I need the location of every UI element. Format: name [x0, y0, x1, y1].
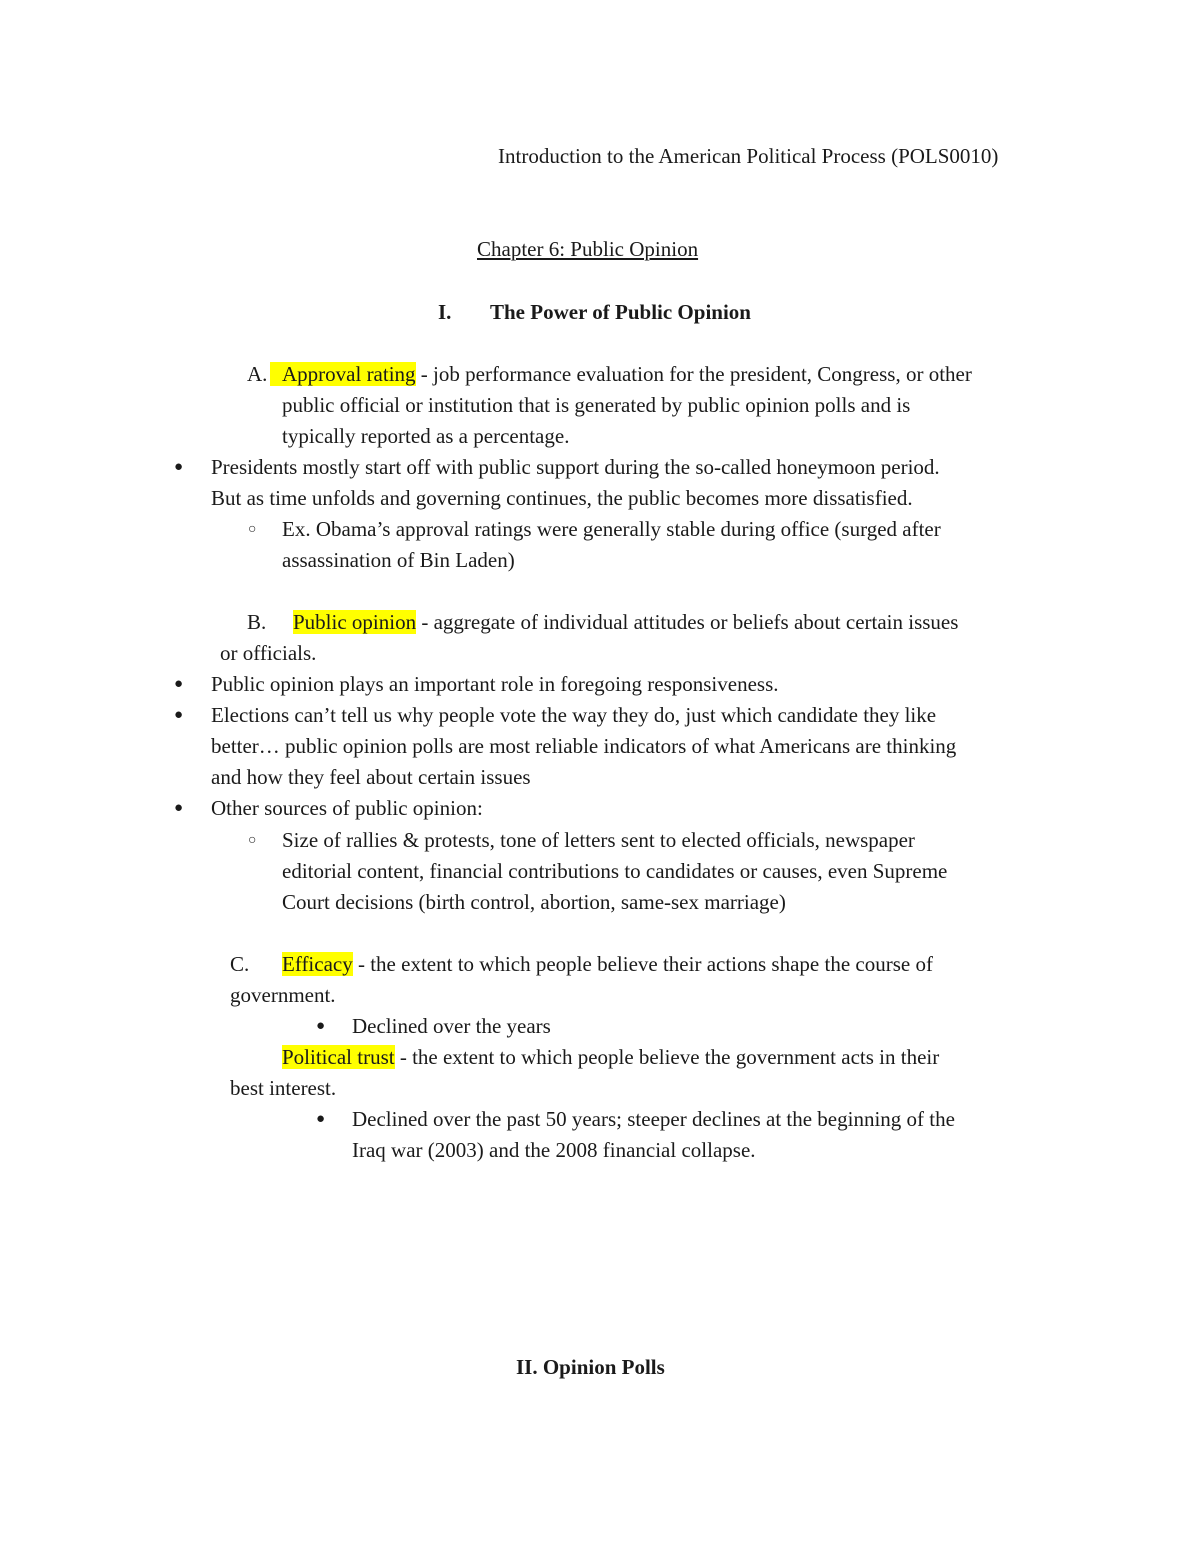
item-a-definition-line-2: public official or institution that is generated by public opinion polls and is: [282, 393, 911, 417]
hollow-bullet-icon: ○: [248, 522, 257, 537]
political-trust-term: Political trust: [282, 1045, 395, 1069]
list-item: Public opinion plays an important role in foregoing responsiveness.: [211, 672, 779, 696]
sub-list-item-continuation: assassination of Bin Laden): [282, 548, 515, 572]
section-heading-opinion-polls: II. Opinion Polls: [516, 1355, 665, 1379]
list-item: Declined over the past 50 years; steeper declines at the beginning of the: [352, 1107, 955, 1131]
item-a-definition-line-3: typically reported as a percentage.: [282, 424, 570, 448]
list-item-continuation: Iraq war (2003) and the 2008 financial collapse.: [352, 1138, 756, 1162]
sub-list-item: Size of rallies & protests, tone of letters sent to elected officials, newspaper: [282, 828, 915, 852]
efficacy-term: Efficacy: [282, 952, 353, 976]
bullet-icon: ●: [316, 1111, 326, 1127]
approval-rating-term: Approval rating: [270, 362, 416, 386]
bullet-icon: ●: [174, 676, 184, 692]
public-opinion-term: Public opinion: [293, 610, 417, 634]
section-heading: The Power of Public Opinion: [490, 300, 751, 324]
public-opinion-definition: - aggregate of individual attitudes or beliefs about certain issues: [416, 610, 959, 634]
list-item-continuation: better… public opinion polls are most reliable indicators of what Americans are thinking: [211, 734, 957, 758]
list-item: Other sources of public opinion:: [211, 796, 483, 820]
list-item: Presidents mostly start off with public support during the so-called honeymoon period.: [211, 455, 940, 479]
bullet-icon: ●: [316, 1018, 326, 1034]
bullet-icon: ●: [174, 800, 184, 816]
efficacy-definition: - the extent to which people believe their actions shape the course of: [352, 952, 933, 976]
political-trust-definition: - the extent to which people believe the government acts in their: [394, 1045, 940, 1069]
item-a-definition-line: [270, 359, 972, 390]
hollow-bullet-icon: ○: [248, 833, 257, 848]
list-item: Declined over the years: [352, 1014, 551, 1038]
list-item-continuation: and how they feel about certain issues: [211, 765, 531, 789]
list-item-continuation: But as time unfolds and governing continues, the public becomes more dissatisfied.: [211, 486, 913, 510]
approval-rating-definition: - job performance evaluation for the president, Congress, or other: [415, 362, 972, 386]
item-b-letter: B.: [247, 610, 267, 634]
item-a-letter: A.: [247, 362, 268, 386]
item-c-definition-line-2: government.: [230, 983, 336, 1007]
political-trust-line-2: best interest.: [230, 1076, 337, 1100]
political-trust-line: [282, 1042, 939, 1073]
item-b-definition-line-2: or officials.: [220, 641, 317, 665]
sub-list-item: Ex. Obama’s approval ratings were generally stable during office (surged after: [282, 517, 941, 541]
bullet-icon: ●: [174, 459, 184, 475]
sub-list-item-continuation: editorial content, financial contributions to candidates or causes, even Supreme: [282, 859, 948, 883]
section-numeral: I.: [438, 300, 452, 324]
bullet-icon: ●: [174, 707, 184, 723]
item-c-definition-line: [282, 949, 933, 980]
item-c-letter: C.: [230, 952, 250, 976]
list-item: Elections can’t tell us why people vote the way they do, just which candidate they like: [211, 703, 937, 727]
item-b-definition-line: [293, 607, 958, 638]
course-title: Introduction to the American Political Process (POLS0010): [498, 144, 999, 168]
chapter-title: Chapter 6: Public Opinion: [477, 237, 699, 261]
sub-list-item-continuation: Court decisions (birth control, abortion, same-sex marriage): [282, 890, 786, 914]
